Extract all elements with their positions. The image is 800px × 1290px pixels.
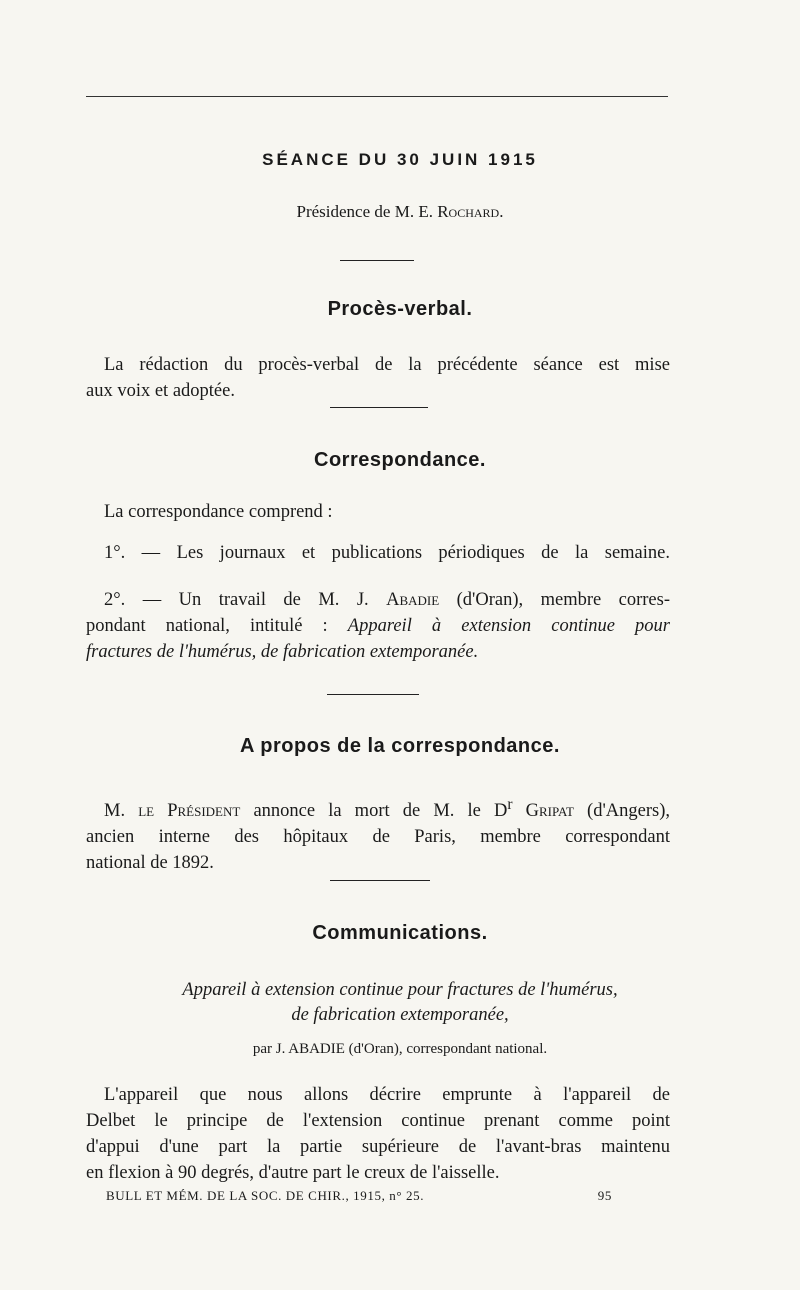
correspondance-item-2 bbox=[86, 587, 670, 665]
communication-body bbox=[86, 1082, 670, 1186]
work-title-continued: fractures de l'humérus, de fabrication extemporanée. bbox=[86, 642, 479, 662]
proces-verbal-paragraph bbox=[86, 352, 670, 404]
text-run bbox=[513, 801, 526, 821]
item2-plain: pondant national, intitulé : bbox=[86, 616, 348, 636]
text-run: annonce la mort de M. le D bbox=[240, 801, 508, 822]
communication-title-line: de fabrication extemporanée, bbox=[291, 1005, 509, 1025]
text-line: La correspondance comprend : bbox=[104, 502, 333, 522]
text-line bbox=[86, 613, 670, 639]
section-heading-a-propos: A propos de la correspondance. bbox=[240, 735, 560, 757]
presidency-suffix: . bbox=[499, 202, 504, 221]
text-line: L'appareil que nous allons décrire emprunte à l'appareil de bbox=[104, 1085, 670, 1105]
section-divider bbox=[330, 407, 428, 408]
text-line bbox=[86, 587, 670, 613]
page-number: 95 bbox=[597, 1188, 612, 1203]
doctor-superscript: r bbox=[507, 796, 513, 813]
president-title: le Président bbox=[138, 801, 241, 822]
seance-title: SÉANCE DU 30 JUIN 1915 bbox=[262, 150, 538, 169]
section-divider bbox=[330, 880, 430, 881]
text-line: en flexion à 90 degrés, d'autre part le creux de l'aisselle. bbox=[86, 1163, 500, 1183]
item2-suffix: (d'Oran), membre corres- bbox=[439, 590, 670, 610]
section-heading-proces-verbal: Procès-verbal. bbox=[327, 298, 473, 320]
section-divider bbox=[327, 694, 419, 695]
text-line: ancien interne des hôpitaux de Paris, membre correspondant bbox=[86, 827, 670, 848]
text-line: La rédaction du procès-verbal de la précédente séance est mise bbox=[104, 355, 670, 375]
presidency-prefix: Présidence de M. E. bbox=[296, 202, 438, 221]
correspondance-intro bbox=[86, 499, 670, 525]
author-name: Abadie bbox=[386, 590, 440, 610]
text-line: d'appui d'une part la partie supérieure de l'avant-bras maintenu bbox=[86, 1137, 670, 1157]
a-propos-paragraph bbox=[86, 792, 670, 876]
page-footer bbox=[106, 1188, 612, 1204]
section-heading-correspondance: Correspondance. bbox=[314, 449, 486, 471]
correspondance-item-1 bbox=[86, 540, 670, 566]
header-rule bbox=[86, 96, 668, 97]
text-line: national de 1892. bbox=[86, 853, 214, 874]
text-run: (d'Angers), bbox=[573, 801, 671, 822]
text-line: aux voix et adoptée. bbox=[86, 381, 235, 401]
communication-title-line: Appareil à extension continue pour fractures de l'humérus, bbox=[182, 980, 618, 1000]
presidency-line bbox=[0, 202, 800, 222]
president-name: Rochard bbox=[437, 202, 500, 221]
section-divider bbox=[340, 260, 414, 261]
text-line: 1°. — Les journaux et publications périodiques de la semaine. bbox=[104, 543, 670, 563]
communication-byline: par J. ABADIE (d'Oran), correspondant national. bbox=[252, 1041, 548, 1057]
text-line: Delbet le principe de l'extension continue prenant comme point bbox=[86, 1111, 670, 1131]
work-title: Appareil à extension continue pour bbox=[347, 616, 670, 636]
section-heading-communications: Communications. bbox=[312, 922, 488, 944]
text-line bbox=[86, 792, 670, 824]
text-run: M. bbox=[104, 801, 139, 822]
journal-citation: BULL ET MÉM. DE LA SOC. DE CHIR., 1915, n° 25. bbox=[106, 1188, 425, 1203]
deceased-name: Gripat bbox=[525, 801, 574, 822]
item2-prefix: 2°. — Un travail de M. J. bbox=[104, 590, 387, 610]
